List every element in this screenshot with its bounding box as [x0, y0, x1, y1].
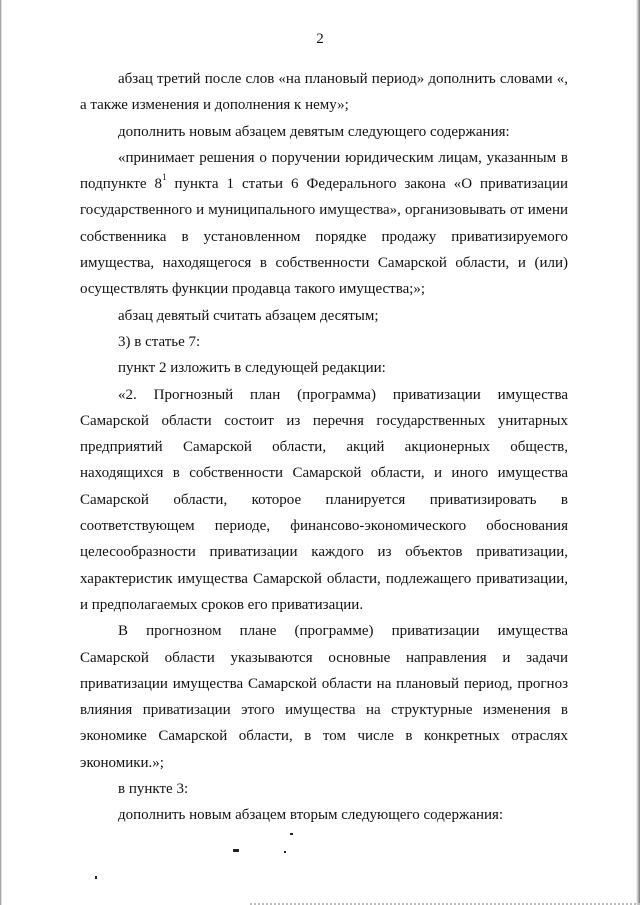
paragraph: дополнить новым абзацем девятым следующего содержания: [118, 123, 510, 140]
superscript: 1 [162, 172, 167, 183]
paragraph: дополнить новым абзацем вторым следующего содержания: [118, 807, 504, 824]
paragraph: абзац девятый считать абзацем десятым; [118, 307, 379, 324]
page-number: 2 [316, 31, 324, 47]
scan-speck [233, 849, 239, 852]
paragraph: В прогнозном плане (программе) приватизации имущества Самарской области указываются основные направления и задачи приватизации имущества Самарской области на плановый период, прогноз влияния приватизации этого имущества на структурные изменения в экономике Самарской области, в том числе в конкретных отраслях экономики.»; [80, 623, 568, 771]
paragraph: пункт 2 изложить в следующей редакции: [118, 360, 386, 377]
paragraph: в пункте 3: [118, 781, 189, 798]
paragraph-text-part: «принимает решения о поручении юридическим лицам, указанным в подпункте 8 [80, 149, 568, 193]
paragraph: 3) в статье 7: [118, 333, 201, 350]
paragraph: абзац третий после слов «на плановый период» дополнить словами «, а также изменения и дополнения к нему»; [80, 71, 568, 114]
paragraph [80, 145, 568, 303]
scan-right-edge [636, 0, 640, 905]
scan-speck [95, 876, 97, 879]
paragraph: «2. Прогнозный план (программа) приватизации имущества Самарской области состоит из перечня государственных унитарных предприятий Самарской области, акций акционерных обществ, находящихся в собственности Самарской области, и иного имущества Самарской области, которое планируется приватизировать в соответствующем периоде, финансово-экономического обоснования целесообразности приватизации каждого из объектов приватизации, характеристик имущества Самарской области, подлежащего приватизации, и предполагаемых сроков его приватизации. [80, 386, 568, 613]
scan-left-edge [0, 0, 2, 905]
paragraph-text-part: пункта 1 статьи 6 Федерального закона «О приватизации государственного и муниципального имущества», организовывать от имени собственника в установленном порядке продажу приватизируемого имущества, находящегося в собственности Самарской области, и (или) осуществлять функции продавца такого имущества;»; [80, 176, 569, 298]
document-body [80, 66, 568, 829]
scan-speck [284, 851, 286, 853]
scan-speck [290, 833, 293, 835]
